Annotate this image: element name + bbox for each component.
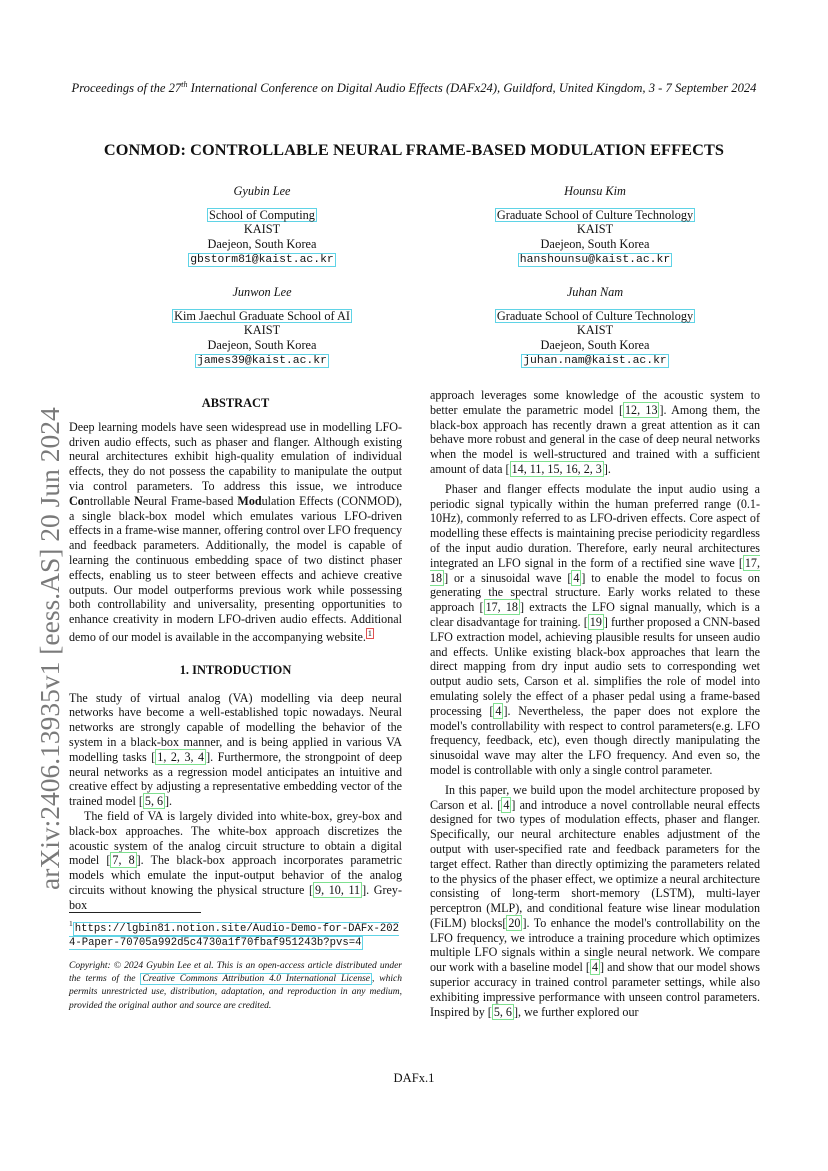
citation-link[interactable]: 5, 6 xyxy=(493,1004,512,1019)
citation-link[interactable]: 14, 11, 15, 16, 2, 3 xyxy=(511,461,602,476)
citation-link[interactable]: 19 xyxy=(589,614,602,629)
author-block xyxy=(430,285,760,368)
header-sup: th xyxy=(181,80,188,89)
body-paragraph: In this paper, we build upon the model architecture proposed by Carson et al. [ 4 ] and introduce a novel controllable neural effects designed for two types of modulation effects, phaser and flanger. Specifically, our neural architecture enables adjustment of the output with user-specified rate and feedback parameters for the target effect. Rather than directly optimizing the parameters related to the physics of the phaser effect, we optimize a neural architecture consisting of long-term short-memory (LSTM), multi-layer perceptron (MLP), and conditional feature wise linear modulation (FiLM) blocks[ 20 ]. To enhance the model's controllability on the LFO frequency, we introduce a training procedure which optimizes multiple LFO signals within a single neural network. We compare our work with a baseline model [ 4 ] and show that our model shows superior accuracy in trained control parameter settings, while also exhibiting impressive performance with unseen control parameters. Inspired by [ 5, 6 ], we further explored our xyxy=(430,782,760,1019)
citation-link[interactable]: 1, 2, 3, 4 xyxy=(157,749,205,764)
citation-link[interactable]: 7, 8 xyxy=(112,853,135,868)
institution: KAIST xyxy=(576,222,614,237)
citation-link[interactable]: 12, 13 xyxy=(624,402,658,417)
citation-link[interactable]: 4 xyxy=(495,703,502,718)
footnote: $^1$ https://lgbin81.notion.site/Audio-Demo-for-DAFx-2024-Paper-70705a992d5c4730a1f70fbaf951243b?pvs=4 xyxy=(69,919,399,949)
left-column xyxy=(69,396,402,913)
citation-link[interactable]: 9, 10, 11 xyxy=(315,882,361,897)
email-link[interactable]: james39@kaist.ac.kr xyxy=(197,355,327,368)
intro-paragraph: The study of virtual analog (VA) modelling via deep neural networks have become a well-established topic nowadays. Neural networks are strongly capable of modelling the behavior of the system in a black-box manner, and is being applied in various VA modelling tasks [ 1, 2, 3, 4 ]. Furthermore, the strongpoint of deep neural networks as a regression model anticipates an intuitive and creative effect by adjusting a representative embedding vector of the trained model [ 5, 6 ]. xyxy=(69,690,402,809)
body-paragraph: approach leverages some knowledge of the acoustic system to better emulate the parametric model [ 12, 13 ]. Among them, the black-box approach has recently drawn a great attention as it can behave more robust and general in the case of deep neural networks when the model is well-structured and trained with a sufficient amount of data [ 14, 11, 15, 16, 2, 3 ]. xyxy=(430,388,760,476)
conference-header xyxy=(0,80,828,96)
author-block xyxy=(97,184,427,267)
citation-link[interactable]: 17, 18 xyxy=(485,600,518,615)
citation-link[interactable]: 4 xyxy=(503,797,510,812)
email-link[interactable]: juhan.nam@kaist.ac.kr xyxy=(523,355,667,368)
author-name: Hounsu Kim xyxy=(564,184,626,198)
paper-title: CONMOD: CONTROLLABLE NEURAL FRAME-BASED MODULATION EFFECTS xyxy=(103,140,725,159)
citation-link[interactable]: 20 xyxy=(508,915,521,930)
citation-link[interactable]: 4 xyxy=(573,570,580,585)
affiliation-link[interactable]: Graduate School of Culture Technology xyxy=(496,308,694,323)
institution: KAIST xyxy=(243,323,281,338)
license-link[interactable]: Creative Commons Attribution 4.0 International License xyxy=(142,974,370,985)
demo-url-link[interactable]: https://lgbin81.notion.site/Audio-Demo-for-DAFx-2024-Paper-70705a992d5c4730a1f70fbaf951243b?pvs=4 xyxy=(69,922,399,949)
author-name: Gyubin Lee xyxy=(233,184,291,198)
abstract-heading: ABSTRACT xyxy=(201,396,270,410)
affiliation-link[interactable]: Graduate School of Culture Technology xyxy=(496,207,694,222)
citation-link[interactable]: 4 xyxy=(591,960,599,975)
arxiv-id-text[interactable]: arXiv:2406.13935v1 [eess.AS] 20 Jun 2024 xyxy=(34,407,65,890)
location: Daejeon, South Korea xyxy=(207,236,317,251)
author-name: Juhan Nam xyxy=(566,285,624,299)
affiliation-link[interactable]: School of Computing xyxy=(209,207,315,222)
location: Daejeon, South Korea xyxy=(540,337,650,352)
author-block xyxy=(97,285,427,368)
institution: KAIST xyxy=(576,323,614,338)
section-heading-introduction: 1. INTRODUCTION xyxy=(179,662,292,677)
institution: KAIST xyxy=(243,222,281,237)
author-block xyxy=(430,184,760,267)
email-link[interactable]: hanshounsu@kaist.ac.kr xyxy=(519,254,671,267)
header-text: Proceedings of the 27 xyxy=(71,81,182,96)
footnote-marker[interactable]: 1 xyxy=(367,628,372,638)
affiliation-link[interactable]: Kim Jaechul Graduate School of AI xyxy=(174,308,350,323)
right-column xyxy=(430,388,760,1019)
page-number: DAFx.1 xyxy=(393,1071,435,1085)
email-link[interactable]: gbstorm81@kaist.ac.kr xyxy=(190,254,334,267)
copyright-notice: Copyright: © 2024 Gyubin Lee et al. This is an open-access article distributed under the terms of the Creative Commons Attribution 4.0 International License , which permits unrestricted use, distribution, adaptation, and reproduction in any medium, provided the original author and source are credited. xyxy=(69,961,402,1011)
location: Daejeon, South Korea xyxy=(540,236,650,251)
footnote-rule xyxy=(69,912,201,913)
location: Daejeon, South Korea xyxy=(207,337,317,352)
author-name: Junwon Lee xyxy=(232,285,292,299)
abstract-paragraph: Deep learning models have seen widespread use in modelling LFO-driven audio effects, such as phaser and flanger. Although existing neural architectures exhibit high-quality emulation of individual effects, they do not possess the capability to manipulate the output via control parameters. To address this issue, we introduce Controllable Neural Frame-based Modulation Effects (CONMOD), a single black-box model which emulates various LFO-driven effects in a frame-wise manner, offering control over LFO frequency and feedback parameters. Additionally, the model is capable of learning the continuous embedding space of two distinct phaser effects, enabling us to steer between effects and achieve creative outputs. Our model outperforms previous work while possessing both controllability and universality, presenting opportunities to enhance creativity in modern LFO-driven audio effects. Additional demo of our model is available in the accompanying website. $^1$ xyxy=(69,419,402,644)
citation-link[interactable]: 5, 6 xyxy=(144,794,164,809)
citation-link[interactable]: 17, 18 xyxy=(430,555,760,585)
intro-paragraph: The field of VA is largely divided into white-box, grey-box and black-box approaches. The white-box approach discretizes the acoustic system of the analog circuit structure to obtain a digital model [ 7, 8 ]. The black-box approach incorporates parametric models which emulate the input-output behavior of the analog circuits without knowing the physical structure [ 9, 10, 11 ]. Grey-box xyxy=(69,808,403,912)
body-paragraph: Phaser and flanger effects modulate the input audio using a periodic signal typically within the human preferred range (0.1-10Hz), commonly referred to as LFO-driven effects. Core aspect of modelling these effects is maintaining precise periodicity regardless of the input audio duration. Therefore, early neural architectures integrated an LFO signal in the form of a rectified sine wave [ 17, 18 ] or a sinusoidal wave [ 4 ] to enable the model to focus on generating the spectral structure. Early works related to these approach [ 17, 18 ] extracts the LFO signal manually, which is a clear disadvantage for training. [ 19 ] further proposed a CNN-based LFO extraction model, achieving plausible results for unseen audio and effects. Unlike existing black-box approaches that learn the direct mapping from dry input audio sets to corresponding wet output audio sets, Carson et al. simplifies the role of model into emulating solely the effect of a phaser pedal using a frame-based processing [ 4 ]. Nevertheless, the paper does not explore the model's controllability with respect to control parameters(e.g. LFO frequency, feedback, etc), even though directly manipulating the sinusoidal wave may alter the LFO frequency. And even so, the model is controllable with only a single control parameter. xyxy=(430,481,761,777)
header-text-rest: International Conference on Digital Audio Effects (DAFx24), Guildford, United Kingdom, 3 - 7 September 2024 xyxy=(187,81,757,96)
